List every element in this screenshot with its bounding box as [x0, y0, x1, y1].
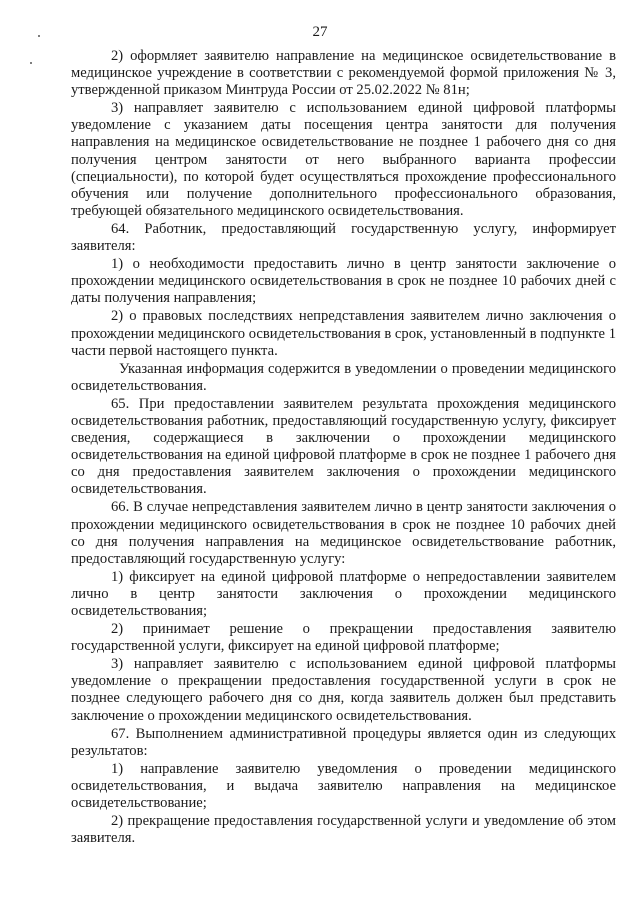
- paragraph-64-item-1: 1) о необходимости предоставить лично в центр занятости заключение о прохождении медицинского освидетельствования в срок не позднее 10 рабочих дней с даты получения направления;: [71, 256, 616, 307]
- paragraph-63-item-3: 3) направляет заявителю с использованием единой цифровой платформы уведомление с указанием даты посещения центра занятости для получения направления на медицинское освидетельствование не позднее 1 рабочего дня со дня получения центром занятости от него выбранного варианта профессии (специальности), по которой будет осуществляться прохождение профессионального обучения или получение дополнительного профессионального образования, требующей обязательного медицинского освидетельствования.: [71, 100, 616, 219]
- paragraph-67-item-1: 1) направление заявителю уведомления о проведении медицинского освидетельствования, и выдача заявителю направления на медицинское освидетельствование;: [71, 760, 616, 812]
- scan-speck: [30, 62, 32, 64]
- paragraph-66-item-3: 3) направляет заявителю с использованием единой цифровой платформы уведомление о прекращении предоставления государственной услуги в срок не позднее следующего рабочего дня со дня, когда заявитель должен был представить заключение о прохождении медицинского освидетельствования.: [71, 656, 616, 724]
- page-number: 27: [312, 24, 328, 40]
- paragraph-67-item-2: 2) прекращение предоставления государственной услуги и уведомление об этом заявителя.: [71, 813, 616, 847]
- paragraph-66-item-1: 1) фиксирует на единой цифровой платформе о непредоставлении заявителем лично в центр занятости заключения о прохождении медицинского освидетельствования;: [71, 568, 616, 619]
- paragraph-67: 67. Выполнением административной процедуры является один из следующих результатов:: [71, 725, 616, 759]
- paragraph-64-note: Указанная информация содержится в уведомлении о проведении медицинского освидетельствования.: [71, 360, 616, 394]
- paragraph-64-item-2: 2) о правовых последствиях непредставления заявителем лично заключения о прохождении медицинского освидетельствования в срок, установленный в подпункте 1 части первой настоящего пункта.: [71, 308, 616, 359]
- paragraph-66-item-2: 2) принимает решение о прекращении предоставления заявителю государственной услуги, фиксирует на единой цифровой платформе;: [71, 621, 616, 655]
- scan-speck: [38, 35, 40, 37]
- document-body: [71, 48, 616, 848]
- paragraph-66: 66. В случае непредставления заявителем лично в центр занятости заключения о прохождении медицинского освидетельствования в срок не позднее 10 рабочих дней со дня получения направления на медицинское освидетельствование работник, предоставляющий государственную услугу:: [71, 499, 616, 567]
- paragraph-64: 64. Работник, предоставляющий государственную услугу, информирует заявителя:: [71, 220, 616, 255]
- paragraph-65: 65. При предоставлении заявителем результата прохождения медицинского освидетельствования работник, предоставляющий государственную услугу, фиксирует сведения, содержащиеся в заключении о прохождении медицинского освидетельствования на единой цифровой платформе в срок не позднее 1 рабочего дня со дня предоставления заявителем заключения о прохождении медицинского освидетельствования.: [71, 395, 616, 498]
- paragraph-63-item-2: 2) оформляет заявителю направление на медицинское освидетельствование в медицинское учреждение в соответствии с рекомендуемой формой приложения № 3, утвержденной приказом Минтруда России от 25.02.2022 № 81н;: [71, 48, 616, 99]
